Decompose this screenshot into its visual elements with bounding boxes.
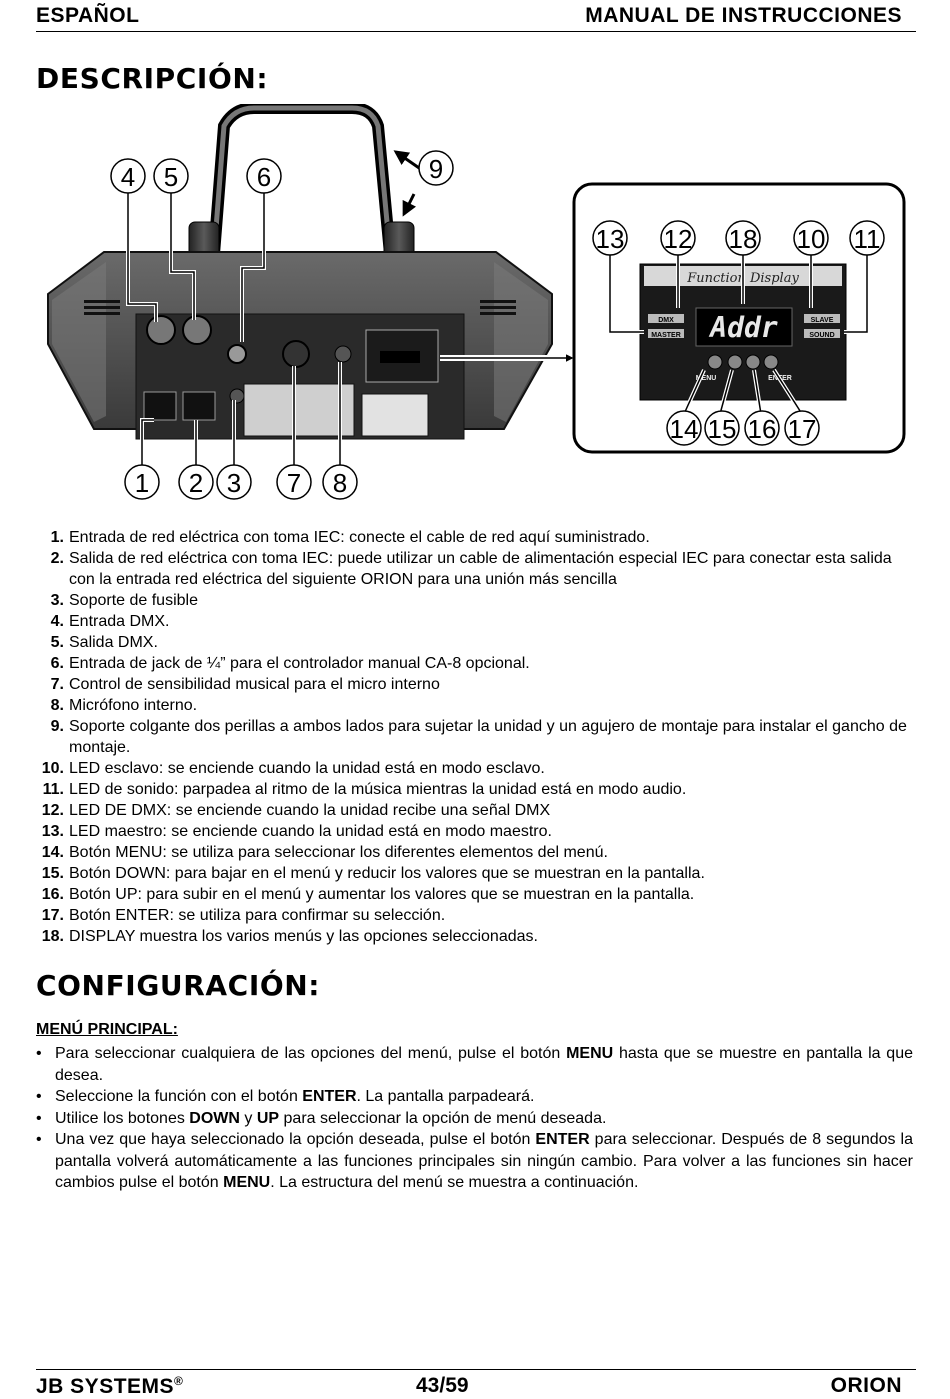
main-menu-bullets — [36, 1043, 913, 1194]
list-item: 7. Control de sensibilidad musical para el micro interno — [50, 676, 440, 693]
list-item: 4. Entrada DMX. — [50, 613, 170, 630]
page-header — [36, 4, 916, 32]
list-item: 5. Salida DMX. — [50, 634, 158, 651]
device-body — [48, 252, 552, 439]
svg-text:11: 11 — [853, 224, 881, 254]
led-label-slave: SLAVE — [810, 317, 834, 324]
led-label-sound: SOUND — [809, 332, 835, 339]
function-display-label: Function Display — [687, 271, 799, 286]
callout-7 — [277, 465, 311, 499]
parts-list — [36, 527, 916, 947]
led-label-dmx: DMX — [658, 317, 674, 324]
list-item: 9. Soporte colgante dos perillas a ambos lados para sujetar la unidad y un agujero de montaje para instalar el gancho de montaje. — [50, 718, 907, 756]
footer-brand: JB SYSTEMS® — [36, 1374, 184, 1398]
svg-text:6: 6 — [256, 162, 272, 192]
list-item: 17. Botón ENTER: se utiliza para confirmar su selección. — [41, 907, 446, 924]
callout-3 — [217, 465, 251, 499]
list-item: 16. Botón UP: para subir en el menú y aumentar los valores que se muestran en la pantalla. — [41, 886, 695, 903]
list-item: 1. Entrada de red eléctrica con toma IEC: conecte el cable de red aquí suministrado. — [50, 529, 650, 546]
button-label-enter: ENTER — [768, 375, 792, 382]
svg-text:18: 18 — [728, 224, 758, 254]
list-item: 10. LED esclavo: se enciende cuando la unidad está en modo esclavo. — [41, 760, 545, 777]
callout-8 — [323, 465, 357, 499]
list-item: 13. LED maestro: se enciende cuando la unidad está en modo maestro. — [41, 823, 552, 840]
product-figure — [44, 104, 906, 504]
svg-text:5: 5 — [163, 162, 179, 192]
svg-text:17: 17 — [787, 414, 817, 444]
header-language: ESPAÑOL — [36, 4, 140, 27]
callout-arrow-9b — [404, 194, 414, 214]
svg-text:10: 10 — [796, 224, 826, 254]
list-item: • Seleccione la función con el botón ENTER. La pantalla parpadeará. — [36, 1086, 913, 1108]
bullet-icon: • — [36, 1131, 42, 1148]
list-item: 14. Botón MENU: se utiliza para seleccionar los diferentes elementos del menú. — [41, 844, 608, 861]
svg-text:9: 9 — [428, 154, 444, 184]
header-doc-title: MANUAL DE INSTRUCCIONES — [585, 4, 902, 27]
callout-13 — [593, 221, 627, 255]
svg-text:2: 2 — [188, 468, 204, 498]
svg-text:7: 7 — [286, 468, 302, 498]
footer-model: ORION — [830, 1374, 902, 1397]
callout-16 — [745, 411, 779, 445]
page-footer — [36, 1369, 916, 1398]
list-item: 6. Entrada de jack de ¼” para el controlador manual CA-8 opcional. — [50, 655, 530, 672]
list-item: 18. DISPLAY muestra los varios menús y las opciones seleccionadas. — [41, 928, 538, 945]
footer-page-number: 43/59 — [416, 1374, 469, 1397]
list-item: 2. Salida de red eléctrica con toma IEC: puede utilizar un cable de alimentación especial IEC para conectar esta salida con la entrada red eléctrica del siguiente ORION para una unión más sencilla — [50, 550, 892, 588]
display-readout: Addr — [710, 311, 778, 344]
svg-text:3: 3 — [226, 468, 242, 498]
section-title-config: CONFIGURACIÓN: — [36, 969, 321, 1002]
bullet-icon: • — [36, 1088, 42, 1105]
list-item: 3. Soporte de fusible — [50, 592, 198, 609]
callout-15 — [705, 411, 739, 445]
callout-10 — [794, 221, 828, 255]
list-item: 8. Micrófono interno. — [50, 697, 198, 714]
svg-text:1: 1 — [134, 468, 150, 498]
callout-11 — [850, 221, 884, 255]
svg-text:16: 16 — [747, 414, 777, 444]
callout-18 — [726, 221, 760, 255]
list-item: • Para seleccionar cualquiera de las opciones del menú, pulse el botón MENU hasta que se muestre en pantalla la que desea. — [36, 1045, 914, 1084]
section-title-description: DESCRIPCIÓN: — [36, 62, 269, 95]
list-item: 12. LED DE DMX: se enciende cuando la unidad recibe una señal DMX — [41, 802, 551, 819]
callout-5 — [154, 159, 188, 193]
bullet-icon: • — [36, 1109, 42, 1127]
list-item: 15. Botón DOWN: para bajar en el menú y reducir los valores que se muestran en la pantalla. — [41, 865, 705, 882]
svg-text:13: 13 — [595, 224, 625, 254]
callout-17 — [785, 411, 819, 445]
list-item: 11. LED de sonido: parpadea al ritmo de la música mientras la unidad está en modo audio. — [42, 781, 687, 798]
led-label-master: MASTER — [651, 332, 681, 339]
hanging-bracket — [189, 108, 414, 270]
svg-text:14: 14 — [669, 414, 699, 444]
callout-arrow-9 — [396, 152, 422, 170]
svg-text:12: 12 — [663, 224, 693, 254]
list-item: • Una vez que haya seleccionado la opción deseada, pulse el botón ENTER para seleccionar. Después de 8 segundos la pantalla volverá automáticamente a las funciones principales sin ningún cambio. Para volver a las funciones sin hacer cambios pulse el botón MENU. La estructura del menú se muestra a continuación. — [36, 1131, 913, 1191]
subsection-title-main-menu: MENÚ PRINCIPAL: — [36, 1021, 178, 1038]
callout-2 — [179, 465, 213, 499]
svg-text:8: 8 — [332, 468, 348, 498]
button-label-menu: MENU — [695, 375, 717, 382]
svg-text:15: 15 — [707, 414, 737, 444]
callout-1 — [125, 465, 159, 499]
callout-14 — [667, 411, 701, 445]
svg-text:4: 4 — [120, 162, 136, 192]
bullet-icon: • — [36, 1045, 42, 1062]
callout-6 — [247, 159, 281, 193]
list-item: • Utilice los botones DOWN y UP para seleccionar la opción de menú deseada. — [36, 1108, 913, 1130]
callout-12 — [661, 221, 695, 255]
callout-9 — [419, 151, 453, 185]
callout-4 — [111, 159, 145, 193]
